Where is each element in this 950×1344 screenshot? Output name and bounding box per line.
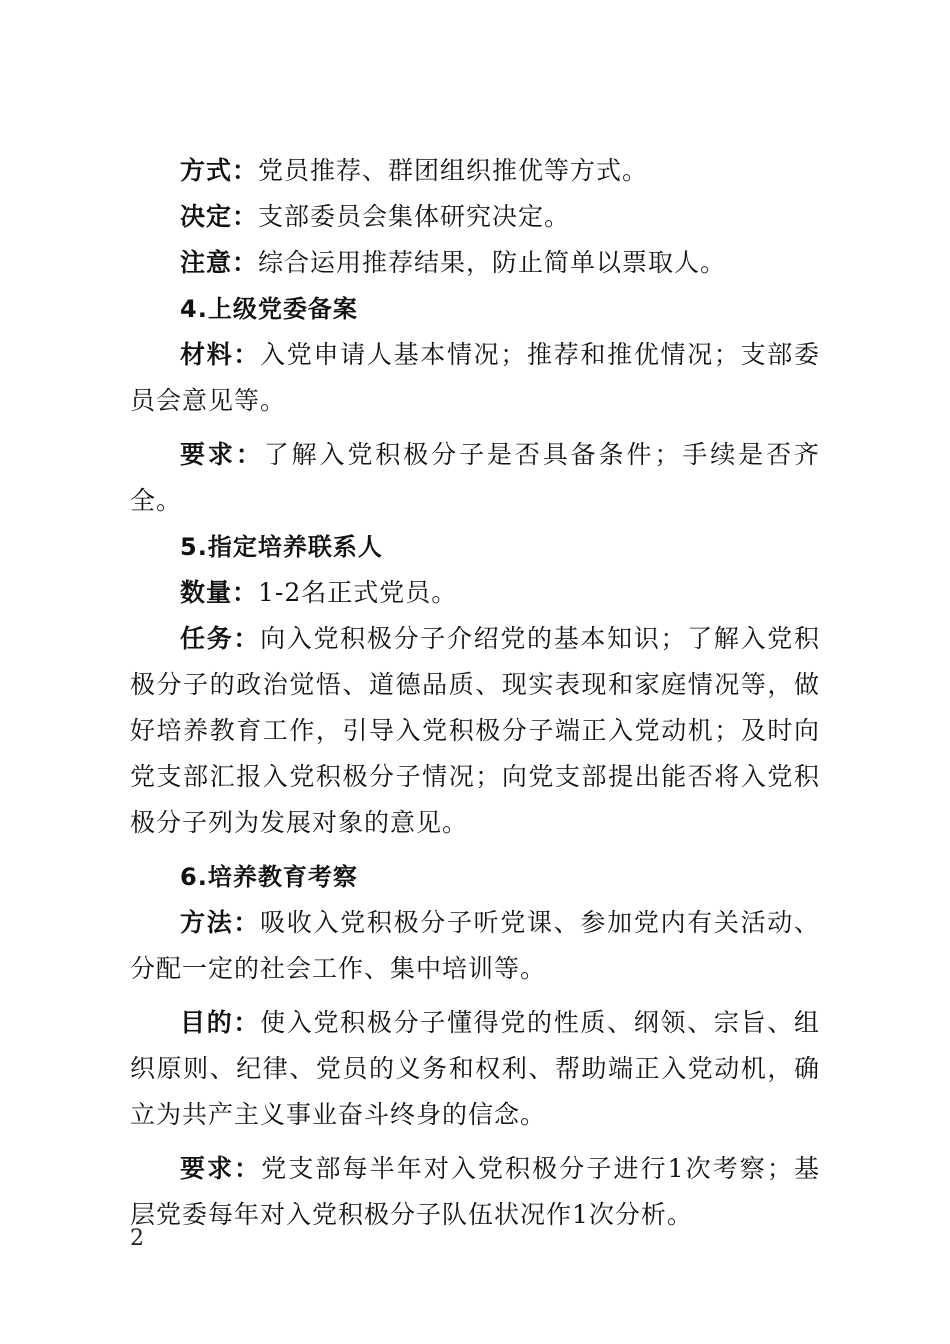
paragraph-label: 数量：	[180, 578, 259, 607]
paragraph-label: 目的：	[180, 1008, 261, 1037]
paragraph-requirement	[130, 432, 820, 524]
paragraph-text: 支部委员会集体研究决定。	[258, 202, 571, 231]
paragraph-text: 党员推荐、群团组织推优等方式。	[258, 156, 649, 185]
paragraph-text: 向入党积极分子介绍党的基本知识；了解入党积极分子的政治觉悟、道德品质、现实表现和家庭情况等，做好培养教育工作，引导入党积极分子端正入党动机；及时向党支部汇报入党积极分子情况；向党支部提出能否将入党积极分子列为发展对象的意见。	[130, 624, 820, 837]
paragraph-text: 吸收入党积极分子听党课、参加党内有关活动、分配一定的社会工作、集中培训等。	[130, 908, 820, 983]
page-number: 2	[130, 1226, 144, 1251]
paragraph-quantity	[130, 570, 820, 616]
paragraph-requirement-2	[130, 1146, 820, 1238]
paragraph-text: 1-2名正式党员。	[258, 578, 458, 607]
paragraph-label: 方式：	[180, 156, 259, 185]
paragraph-label: 要求：	[180, 1154, 262, 1183]
paragraph-approach	[130, 900, 820, 992]
paragraph-text: 综合运用推荐结果，防止简单以票取人。	[258, 248, 727, 277]
section-heading-5: 5.指定培养联系人	[180, 533, 383, 561]
paragraph-materials	[130, 332, 820, 424]
paragraph-label: 决定：	[180, 202, 259, 231]
paragraph-label: 注意：	[180, 248, 259, 277]
paragraph-label: 要求：	[180, 440, 264, 469]
paragraph-task	[130, 616, 820, 846]
paragraph-label: 材料：	[180, 340, 261, 369]
paragraph-purpose	[130, 1000, 820, 1138]
document-page	[130, 148, 820, 1238]
paragraph-method	[130, 148, 820, 194]
paragraph-label: 任务：	[180, 624, 261, 653]
paragraph-decision	[130, 194, 820, 240]
paragraph-note	[130, 240, 820, 286]
paragraph-text: 入党申请人基本情况；推荐和推优情况；支部委员会意见等。	[130, 340, 820, 415]
section-heading-6: 6.培养教育考察	[180, 863, 358, 891]
paragraph-text: 了解入党积极分子是否具备条件；手续是否齐全。	[130, 440, 820, 515]
paragraph-text: 党支部每半年对入党积极分子进行1次考察；基层党委每年对入党积极分子队伍状况作1次分析。	[130, 1154, 820, 1229]
paragraph-label: 方法：	[180, 908, 261, 937]
section-heading-4: 4.上级党委备案	[180, 295, 358, 323]
paragraph-text: 使入党积极分子懂得党的性质、纲领、宗旨、组织原则、纪律、党员的义务和权利、帮助端正入党动机，确立为共产主义事业奋斗终身的信念。	[130, 1008, 820, 1129]
